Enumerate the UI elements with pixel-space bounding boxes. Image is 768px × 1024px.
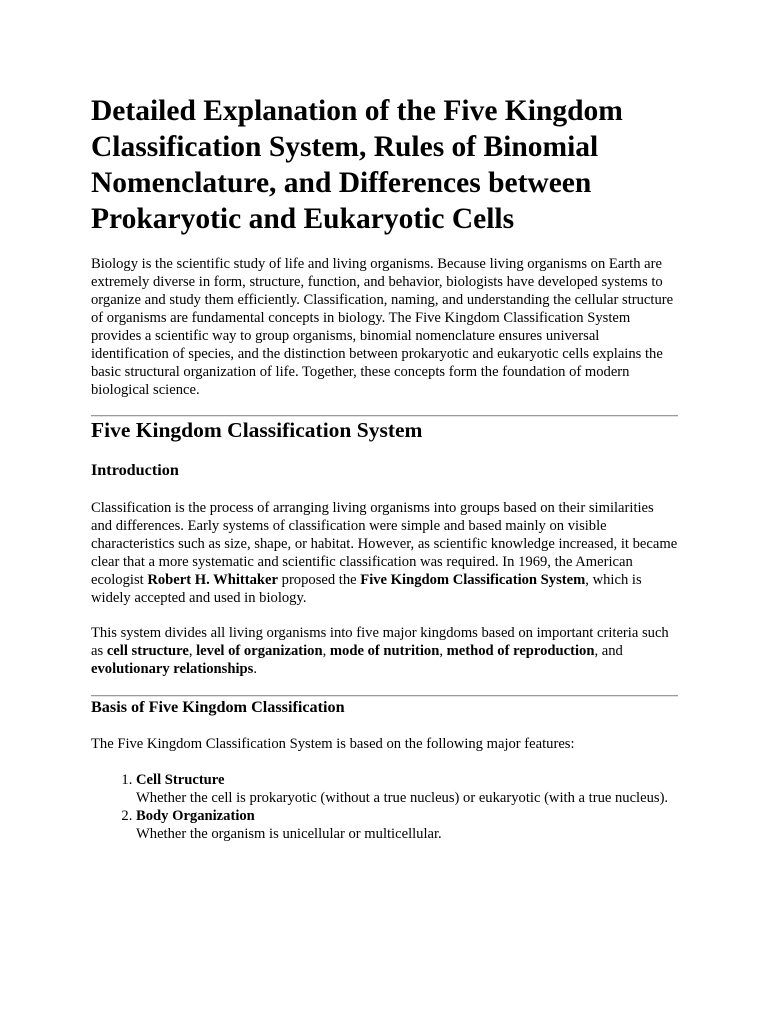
whittaker-name: Robert H. Whittaker (147, 572, 278, 588)
criterion-evolution: evolutionary relationships (91, 661, 254, 677)
introduction-heading: Introduction (91, 461, 179, 479)
criterion-cell-structure: cell structure (106, 643, 189, 659)
text-run: , which is widely accepted and used in biology. (91, 572, 642, 606)
feature-description: Whether the cell is prokaryotic (without a true nucleus) or eukaryotic (with a true nucleus). (136, 790, 669, 806)
text-run: proposed the (278, 572, 361, 588)
text-run: , (322, 643, 330, 659)
text-run: Classification is the process of arranging living organisms into groups based on their similarities and differences. Early systems of classification were simple and based mainly on visible characteristics such as size, shape, or habitat. However, as scientific knowledge increased, it became clear that a more systematic and scientific classification was required. In 1969, the American ecologist (91, 500, 678, 588)
text-run: , (439, 643, 447, 659)
basis-lead-paragraph: The Five Kingdom Classification System is based on the following major features: (91, 736, 575, 752)
feature-name: 2. Body Organization (136, 808, 255, 824)
text-run: , and (594, 643, 623, 659)
list-item (136, 771, 678, 807)
criterion-reproduction: method of reproduction (446, 643, 595, 659)
document-title: Detailed Explanation of the Five Kingdom Classification System, Rules of Binomial Nomenclature, and Differences between Prokaryotic and Eukaryotic Cells (91, 95, 623, 235)
section-title: Five Kingdom Classification System (91, 418, 423, 442)
text-run: , (188, 643, 197, 659)
list-item (136, 807, 678, 843)
criterion-organization: level of organization (196, 643, 323, 659)
features-list (91, 771, 678, 843)
feature-name: 1. Cell Structure (136, 772, 225, 788)
text-run: . (253, 661, 257, 677)
classification-paragraph (91, 499, 678, 607)
system-name: Five Kingdom Classification System (360, 572, 586, 588)
feature-description: Whether the organism is unicellular or multicellular. (136, 826, 442, 842)
basis-heading: Basis of Five Kingdom Classification (91, 698, 345, 716)
intro-paragraph: Biology is the scientific study of life and living organisms. Because living organisms on Earth are extremely diverse in form, structure, function, and behavior, biologists have developed systems to organize and study them efficiently. Classification, naming, and understanding the cellular structure of organisms are fundamental concepts in biology. The Five Kingdom Classification System provides a scientific way to group organisms, binomial nomenclature ensures universal identification of species, and the distinction between prokaryotic and eukaryotic cells explains the basic structural organization of life. Together, these concepts form the foundation of modern biological science. (91, 256, 674, 398)
text-run: This system divides all living organisms into five major kingdoms based on important criteria such as (91, 625, 669, 659)
criteria-paragraph (91, 624, 678, 678)
criterion-nutrition: mode of nutrition (329, 643, 440, 659)
